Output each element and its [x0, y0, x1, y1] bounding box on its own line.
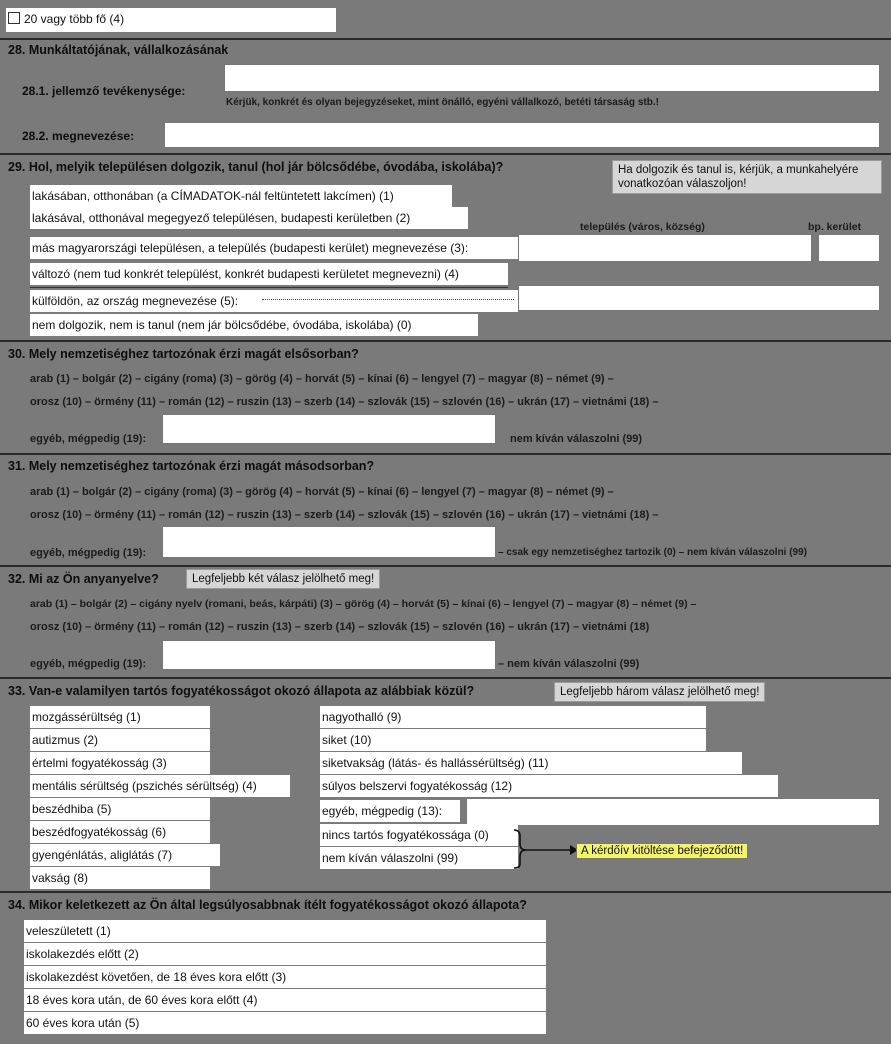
option-label: 20 vagy több fő (4): [24, 12, 125, 26]
q32-title: 32. Mi az Ön anyanyelve?: [8, 572, 159, 586]
q34-option-5[interactable]: 60 éves kora után (5): [24, 1012, 546, 1034]
q32-codes-line2: orosz (10) – örmény (11) – román (12) – ruszin (13) – szerb (14) – szlovák (15) – szlovén (16) – ukrán (17) – vietnámi (18): [30, 621, 650, 633]
q33-left-1[interactable]: mozgássérültség (1): [30, 706, 210, 728]
end-note: A kérdőív kitöltése befejeződött!: [576, 843, 748, 859]
q30-other-label: egyéb, mégpedig (19):: [30, 433, 147, 445]
q29-option-2[interactable]: lakásával, otthonával megegyező településen, budapesti kerületben (2): [30, 207, 468, 229]
q31-none-or-no-answer[interactable]: – csak egy nemzetiséghez tartozik (0) – nem kíván válaszolni (99): [498, 547, 808, 558]
divider: [0, 153, 891, 155]
q30-codes-line2: orosz (10) – örmény (11) – román (12) – ruszin (13) – szerb (14) – szlovák (15) – szlovén (16) – ukrán (17) – vietnámi (18) –: [30, 396, 659, 408]
divider: [0, 891, 891, 893]
q28-activity-input[interactable]: [224, 64, 880, 92]
q33-left-7[interactable]: gyengénlátás, aliglátás (7): [30, 844, 220, 866]
divider: [0, 38, 891, 40]
q31-other-input[interactable]: [162, 526, 496, 558]
q33-right-0[interactable]: nincs tartós fogyatékossága (0): [320, 824, 518, 846]
q32-codes-line1: arab (1) – bolgár (2) – cigány nyelv (romani, beás, kárpáti) (3) – görög (4) – horvát (5) – kínai (6) – lengyel (7) – magyar (8) – német (9) –: [30, 598, 697, 610]
q33-left-5[interactable]: beszédhiba (5): [30, 798, 210, 820]
q29-col-district: bp. kerület: [808, 221, 862, 233]
q34-title: 34. Mikor keletkezett az Ön által legsúlyosabbnak ítélt fogyatékosságot okozó állapota?: [8, 898, 527, 912]
q33-right-12[interactable]: súlyos belszervi fogyatékosság (12): [320, 775, 778, 797]
q28-2-label: 28.2. megnevezése:: [22, 129, 135, 143]
q33-right-9[interactable]: nagyothalló (9): [320, 706, 706, 728]
q29-title: 29. Hol, melyik településen dolgozik, tanul (hol jár bölcsődébe, óvodába, iskolába)?: [8, 160, 504, 174]
q32-hint: Legfeljebb két válasz jelölhető meg!: [186, 569, 380, 589]
divider: [0, 453, 891, 455]
option-20-or-more[interactable]: [6, 8, 336, 32]
q33-right-11[interactable]: siketvakság (látás- és hallássérültség) (11): [320, 752, 742, 774]
q29-option-5[interactable]: külföldön, az ország megnevezése (5):: [30, 290, 518, 312]
divider: [0, 677, 891, 679]
q33-left-6[interactable]: beszédfogyatékosság (6): [30, 821, 210, 843]
q29-option-1[interactable]: lakásában, otthonában (a CÍMADATOK-nál feltüntetett lakcímen) (1): [30, 185, 452, 207]
q32-no-answer[interactable]: – nem kíván válaszolni (99): [498, 658, 640, 670]
q29-option-3[interactable]: más magyarországi településen, a település (budapesti kerület) megnevezése (3):: [30, 237, 518, 259]
brace-arrow-icon: [512, 826, 578, 870]
q29-col-town: település (város, község): [580, 221, 705, 233]
q31-codes-line2: orosz (10) – örmény (11) – román (12) – ruszin (13) – szerb (14) – szlovák (15) – szlovén (16) – ukrán (17) – vietnámi (18) –: [30, 509, 659, 521]
q28-name-input[interactable]: [164, 122, 880, 148]
q34-option-1[interactable]: veleszületett (1): [24, 920, 546, 942]
q29-option-0[interactable]: nem dolgozik, nem is tanul (nem jár bölcsődébe, óvodába, iskolába) (0): [30, 314, 478, 336]
q30-codes-line1: arab (1) – bolgár (2) – cigány (roma) (3) – görög (4) – horvát (5) – kínai (6) – lengyel (7) – magyar (8) – német (9) –: [30, 373, 614, 385]
q34-option-2[interactable]: iskolakezdés előtt (2): [24, 943, 546, 965]
q29-country-input[interactable]: [518, 285, 880, 311]
q33-left-4[interactable]: mentális sérültség (pszichés sérültség) (4): [30, 775, 290, 797]
dotted-leader: [262, 299, 514, 300]
checkbox-icon[interactable]: [8, 12, 20, 24]
q29-option-4[interactable]: változó (nem tud konkrét települést, konkrét budapesti kerületet megnevezni) (4): [30, 263, 508, 285]
q33-title: 33. Van-e valamilyen tartós fogyatékosságot okozó állapota az alábbiak közül?: [8, 684, 475, 698]
q30-other-input[interactable]: [162, 414, 496, 444]
divider: [0, 340, 891, 342]
q34-option-3[interactable]: iskolakezdést követően, de 18 éves kora előtt (3): [24, 966, 546, 988]
q31-codes-line1: arab (1) – bolgár (2) – cigány (roma) (3) – görög (4) – horvát (5) – kínai (6) – lengyel (7) – magyar (8) – német (9) –: [30, 486, 614, 498]
q30-title: 30. Mely nemzetiséghez tartozónak érzi magát elsősorban?: [8, 347, 359, 361]
q34-option-4[interactable]: 18 éves kora után, de 60 éves kora előtt (4): [24, 989, 546, 1011]
q33-other-input[interactable]: [466, 798, 880, 826]
q28-1-note: Kérjük, konkrét és olyan bejegyzéseket, mint önálló, egyéni vállalkozó, betéti társaság stb.!: [226, 97, 659, 108]
q33-left-2[interactable]: autizmus (2): [30, 729, 210, 751]
q31-other-label: egyéb, mégpedig (19):: [30, 547, 147, 559]
q29-hint: Ha dolgozik és tanul is, kérjük, a munkahelyére vonatkozóan válaszoljon!: [612, 160, 882, 194]
q33-hint: Legfeljebb három válasz jelölhető meg!: [554, 682, 765, 702]
q33-left-3[interactable]: értelmi fogyatékosság (3): [30, 752, 210, 774]
divider: [0, 565, 891, 567]
q33-right-10[interactable]: siket (10): [320, 729, 706, 751]
q28-1-label: 28.1. jellemző tevékenysége:: [22, 84, 186, 98]
q31-title: 31. Mely nemzetiséghez tartozónak érzi magát másodsorban?: [8, 459, 375, 473]
q33-right-13[interactable]: egyéb, mégpedig (13):: [320, 800, 460, 822]
q30-no-answer[interactable]: nem kíván válaszolni (99): [510, 433, 643, 445]
q32-other-label: egyéb, mégpedig (19):: [30, 658, 147, 670]
q33-left-8[interactable]: vakság (8): [30, 867, 210, 889]
q33-right-99[interactable]: nem kíván válaszolni (99): [320, 847, 518, 869]
q29-district-input[interactable]: [818, 234, 880, 262]
separator-line: [30, 287, 508, 288]
q28-title: 28. Munkáltatójának, vállalkozásának: [8, 43, 229, 57]
q29-town-input[interactable]: [518, 234, 812, 262]
q32-other-input[interactable]: [162, 640, 496, 670]
